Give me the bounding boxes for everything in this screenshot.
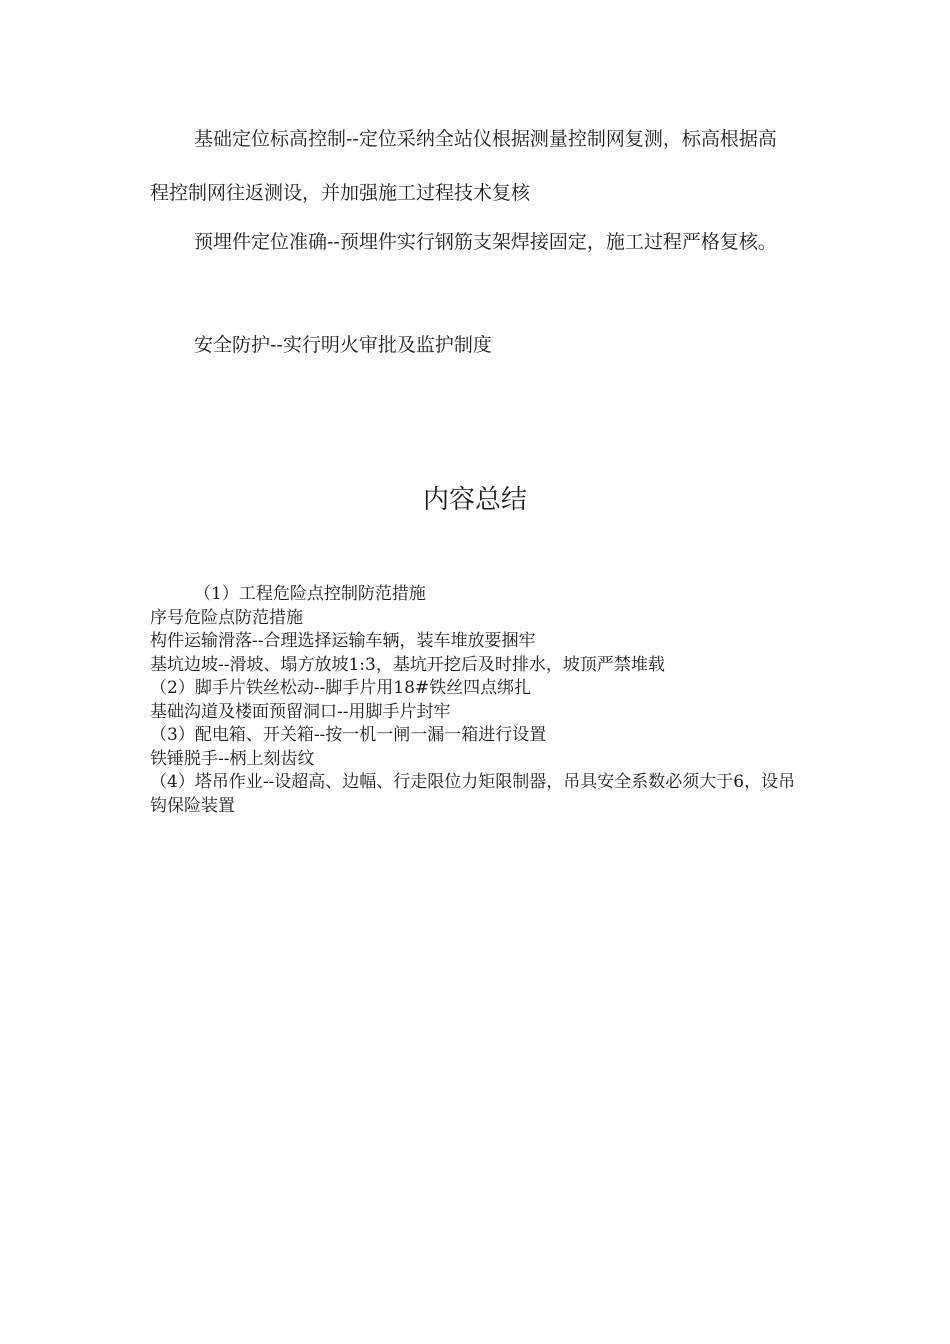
summary-body bbox=[150, 583, 798, 818]
summary-line: 铁锤脱手--柄上刻齿纹 bbox=[150, 748, 315, 769]
paragraph-safety-protection: 安全防护--实行明火审批及监护制度 bbox=[194, 334, 492, 356]
summary-line: 基础沟道及楼面预留洞口--用脚手片封牢 bbox=[150, 701, 451, 722]
paragraph-foundation-positioning: 基础定位标高控制--定位采纳全站仪根据测量控制网复测，标高根据高程控制网往返测设，并加强施工过程技术复核 bbox=[150, 128, 777, 204]
summary-title: 内容总结 bbox=[422, 485, 527, 515]
summary-line: 序号危险点防范措施 bbox=[150, 607, 303, 628]
summary-line: 构件运输滑落--合理选择运输车辆，装车堆放要捆牢 bbox=[150, 631, 536, 651]
paragraph-embedded-parts: 预埋件定位准确--预埋件实行钢筋支架焊接固定，施工过程严格复核。 bbox=[194, 231, 777, 253]
summary-line: （2）脚手片铁丝松动--脚手片用18#铁丝四点绑扎 bbox=[150, 678, 532, 698]
summary-line: 基坑边坡--滑坡、塌方放坡1:3，基坑开挖后及时排水，坡顶严禁堆载 bbox=[150, 654, 665, 675]
summary-line: （4）塔吊作业--设超高、边幅、行走限位力矩限制器，吊具安全系数必须大于6，设吊钩保险装置 bbox=[150, 772, 796, 816]
summary-line: （1）工程危险点控制防范措施 bbox=[194, 584, 426, 604]
summary-line: （3）配电箱、开关箱--按一机一闸一漏一箱进行设置 bbox=[150, 725, 547, 745]
